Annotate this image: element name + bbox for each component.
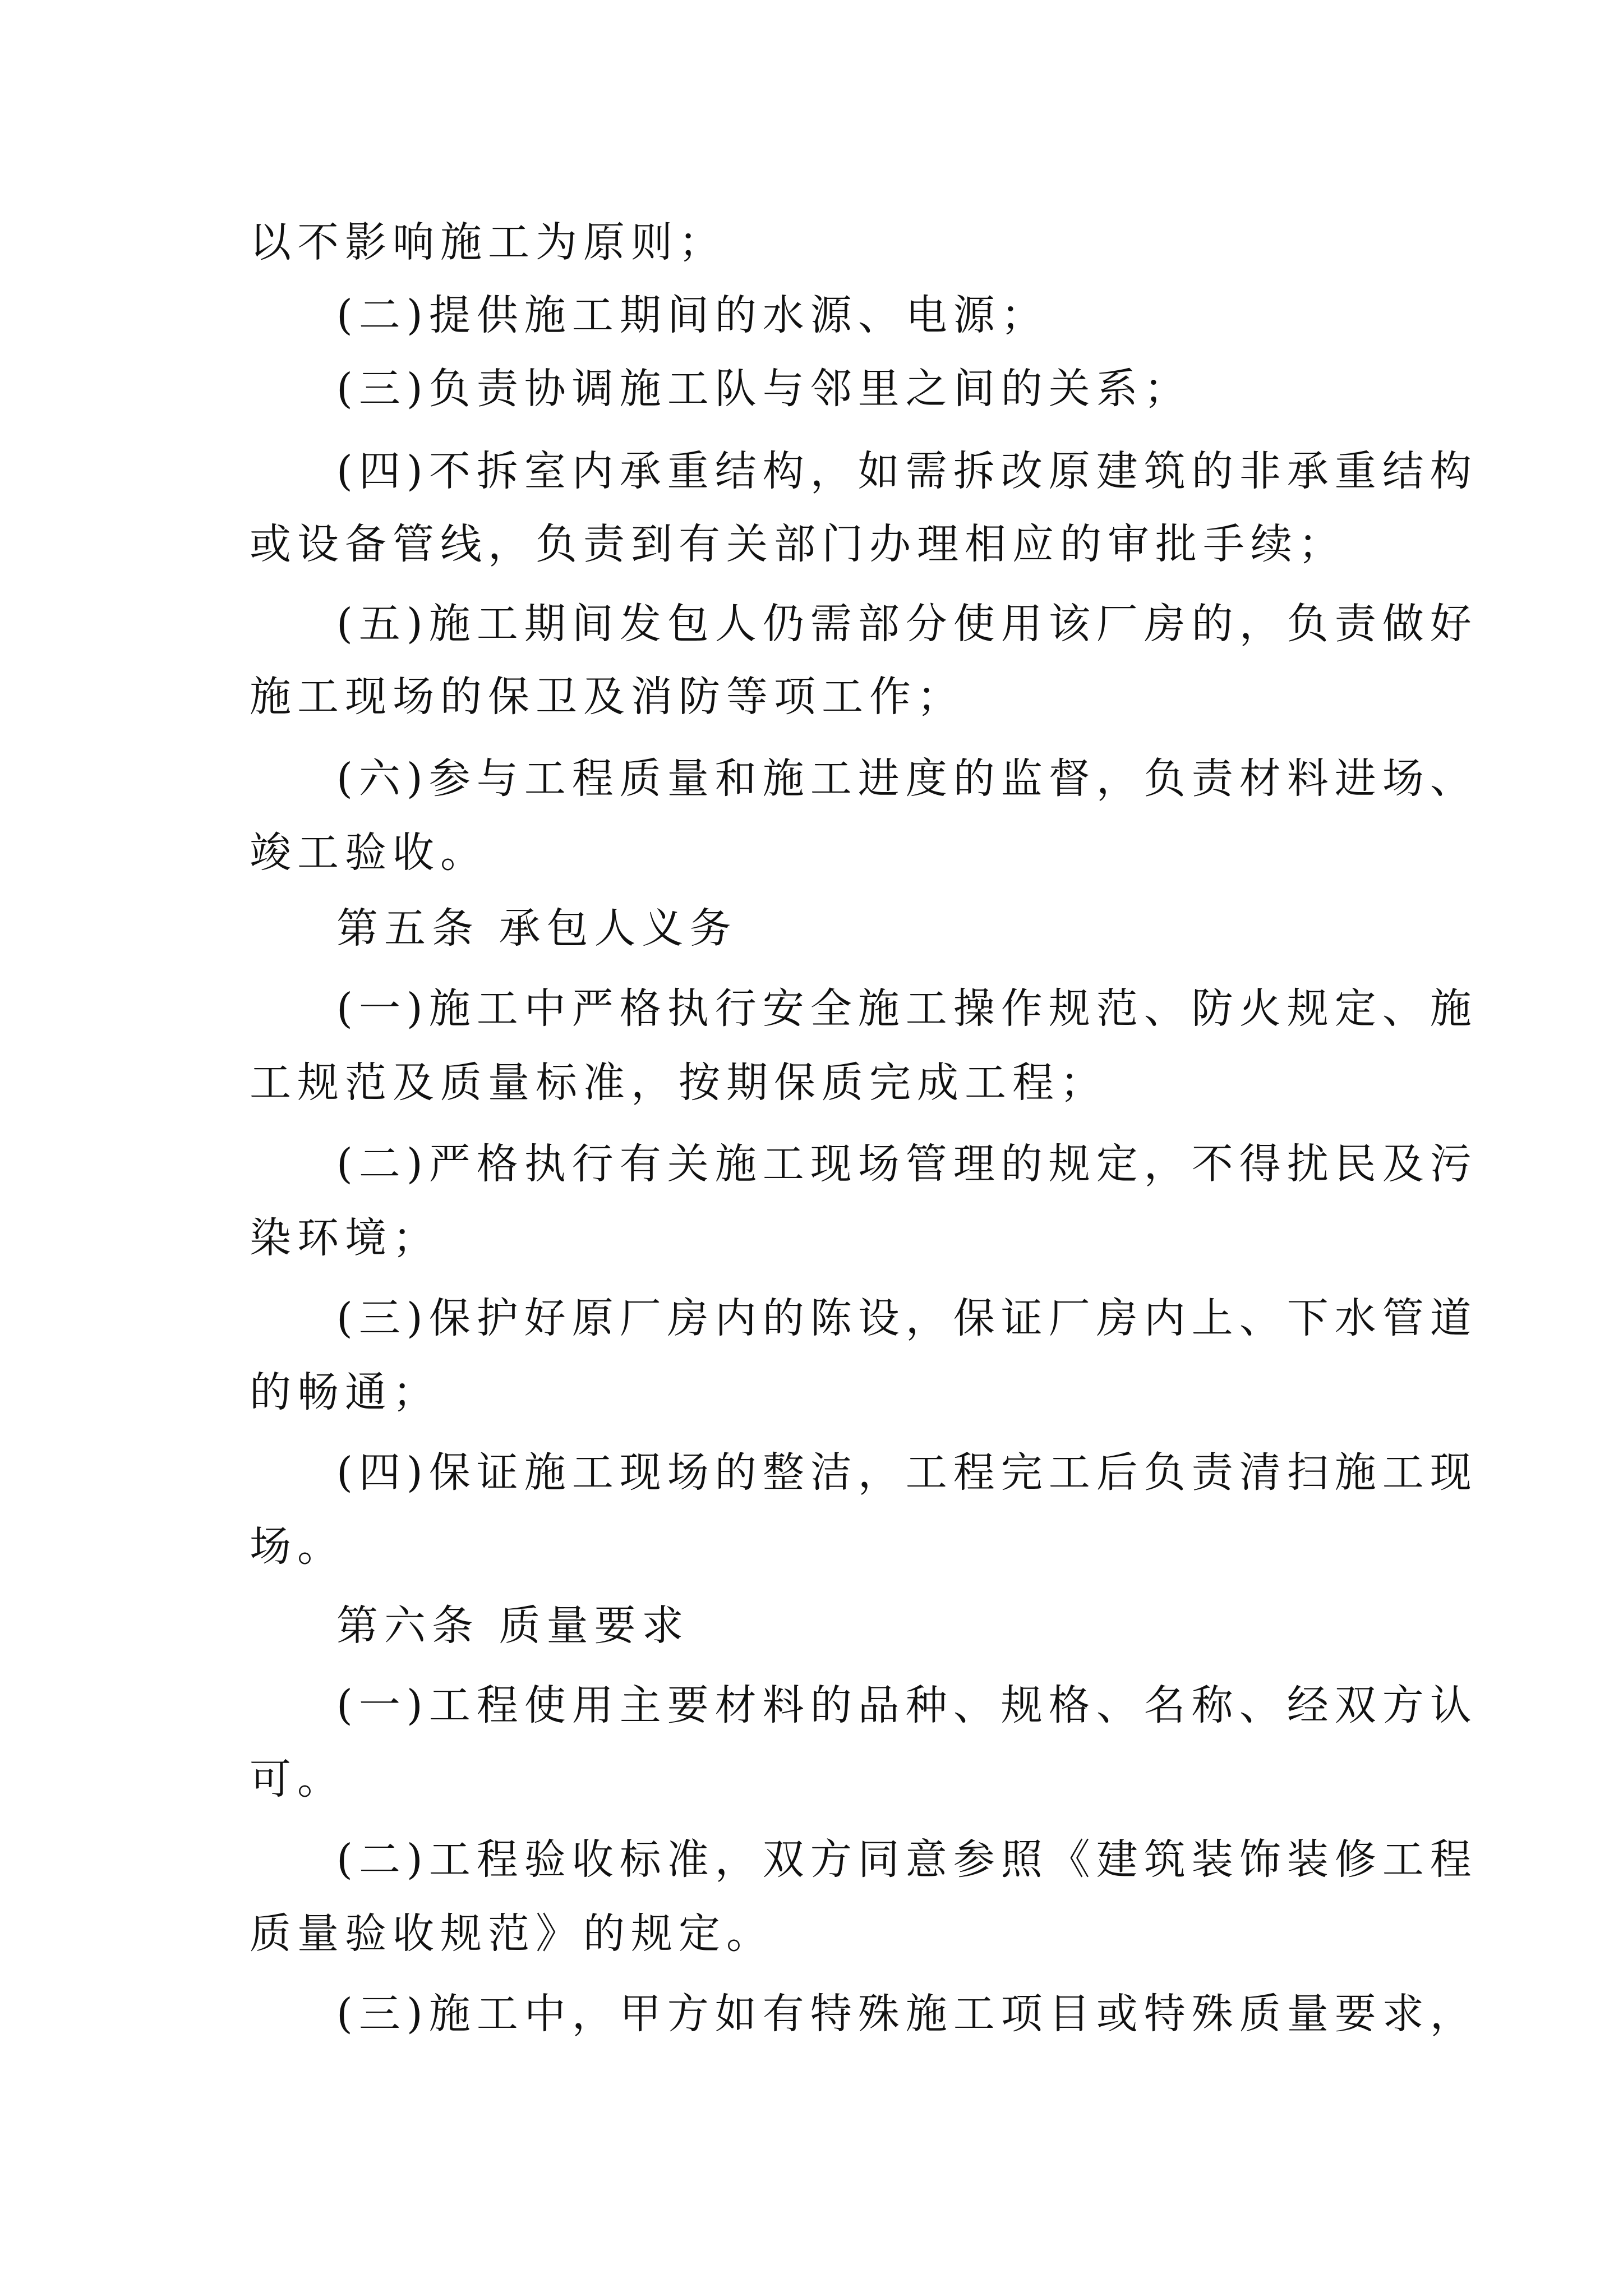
text-line: 施工现场的保卫及消防等项工作； [250, 673, 965, 721]
text-line: 以不影响施工为原则； [250, 218, 726, 266]
text-line: (一)工程使用主要材料的品种、规格、名称、经双方认 [336, 1681, 1478, 1729]
text-line: (六)参与工程质量和施工进度的监督，负责材料进场、 [336, 754, 1478, 803]
text-line: (二)提供施工期间的水源、电源； [336, 291, 1049, 339]
text-line: (三)保护好原厂房内的陈设，保证厂房内上、下水管道 [336, 1294, 1478, 1342]
text-line: 染环境； [250, 1214, 440, 1262]
text-line: 的畅通； [250, 1368, 440, 1416]
text-line: 或设备管线，负责到有关部门办理相应的审批手续； [250, 520, 1346, 568]
section-heading: 第五条 承包人义务 [336, 904, 737, 953]
text-line: (三)负责协调施工队与邻里之间的关系； [336, 365, 1192, 413]
text-line: 场。 [250, 1522, 345, 1571]
section-heading: 第六条 质量要求 [336, 1602, 690, 1650]
text-line: (二)严格执行有关施工现场管理的规定，不得扰民及污 [336, 1140, 1478, 1188]
text-line: 质量验收规范》的规定。 [250, 1910, 774, 1958]
text-line: (三)施工中，甲方如有特殊施工项目或特殊质量要求， [336, 1990, 1478, 2038]
text-line: 可。 [250, 1755, 345, 1803]
text-line: (四)保证施工现场的整洁，工程完工后负责清扫施工现 [336, 1448, 1478, 1497]
text-line: 工规范及质量标准，按期保质完成工程； [250, 1059, 1108, 1107]
text-line: (二)工程验收标准，双方同意参照《建筑装饰装修工程 [336, 1835, 1478, 1884]
text-line: 竣工验收。 [250, 829, 488, 877]
text-line: (一)施工中严格执行安全施工操作规范、防火规定、施 [336, 984, 1478, 1033]
text-line: (四)不拆室内承重结构，如需拆改原建筑的非承重结构 [336, 447, 1478, 495]
text-line: (五)施工期间发包人仍需部分使用该厂房的，负责做好 [336, 600, 1478, 648]
